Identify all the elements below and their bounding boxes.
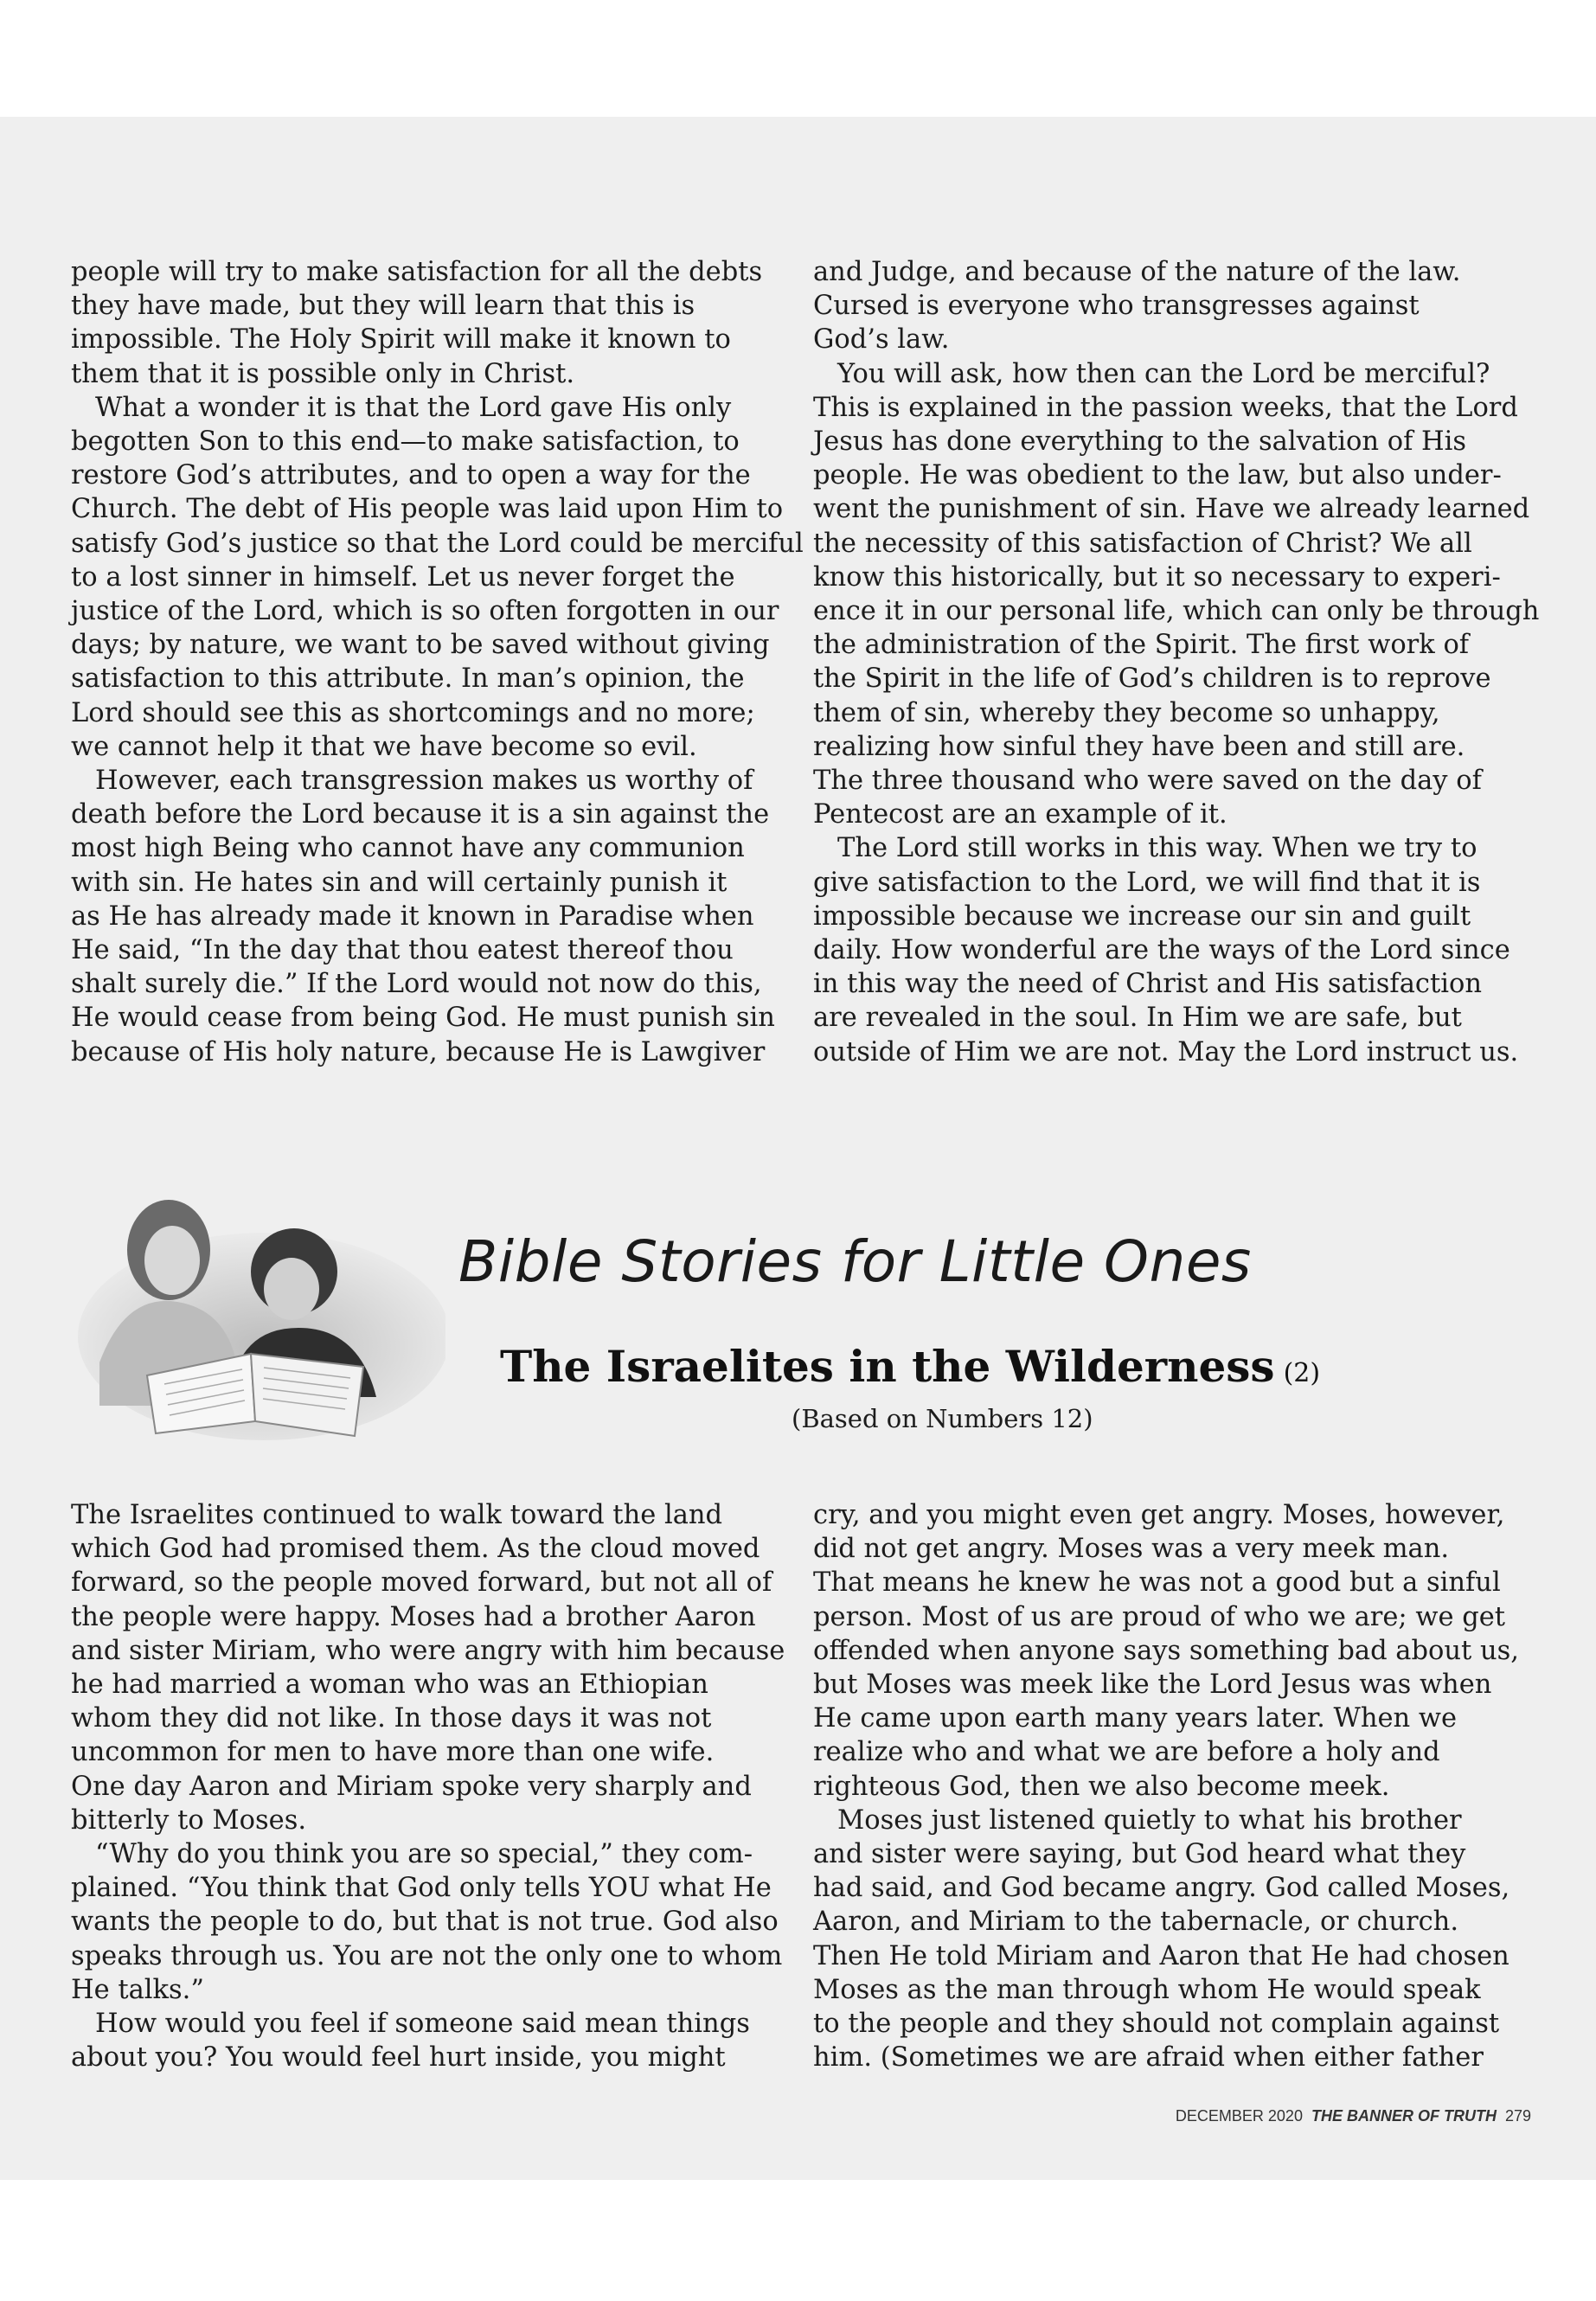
story-source: (Based on Numbers 12) [792,1404,1093,1433]
text-line: ence it in our personal life, which can only be through [813,596,1540,627]
top-right-column [813,255,1540,1069]
text-line: daily. How wonderful are the ways of the Lord since [813,935,1510,966]
text-line: He came upon earth many years later. When we [813,1703,1458,1734]
footer-date: DECEMBER 2020 [1175,2107,1303,2125]
top-left-column [71,255,804,1069]
text-line: did not get angry. Moses was a very meek man. [813,1534,1450,1565]
text-line: impossible because we increase our sin and guilt [813,901,1471,932]
text-line: went the punishment of sin. Have we already learned [813,494,1530,525]
text-line: realizing how sinful they have been and still are. [813,731,1465,762]
text-line: about you? You would feel hurt inside, you might [71,2042,726,2073]
text-line: with sin. He hates sin and will certainly punish it [71,867,727,898]
text-line: Then He told Miriam and Aaron that He had chosen [813,1940,1509,1971]
text-line: to the people and they should not complain against [813,2009,1500,2040]
text-line: the people were happy. Moses had a brother Aaron [71,1601,756,1632]
text-line: The three thousand who were saved on the day of [813,766,1482,797]
text-line: people will try to make satisfaction for all the debts [71,257,763,287]
text-line: The Lord still works in this way. When we try to [837,833,1477,864]
text-line: know this historically, but it so necessary to experi- [813,561,1501,593]
text-line: forward, so the people moved forward, but not all of [71,1567,772,1599]
text-line: “Why do you think you are so special,” they com- [95,1839,753,1870]
text-line: justice of the Lord, which is so often forgotten in our [71,596,779,627]
text-line: satisfy God’s justice so that the Lord could be merciful [71,528,804,559]
text-line: and Judge, and because of the nature of the law. [813,257,1461,287]
text-line: cry, and you might even get angry. Moses, however, [813,1500,1505,1530]
bottom-left-column [71,1498,785,2074]
text-line: shalt surely die.” If the Lord would not now do this, [71,969,762,1000]
text-line: them of sin, whereby they become so unhappy, [813,697,1440,728]
text-line: One day Aaron and Miriam spoke very sharply and [71,1771,752,1802]
text-line: However, each transgression makes us worthy of [95,766,753,797]
text-line: Jesus has done everything to the salvation of His [813,426,1467,458]
text-line: he had married a woman who was an Ethiopian [71,1670,708,1701]
children-reading-bible-illustration [65,1189,445,1440]
text-line: person. Most of us are proud of who we are; we get [813,1601,1506,1632]
text-line: as He has already made it known in Paradise when [71,901,754,932]
text-line: What a wonder it is that the Lord gave His only [95,392,732,423]
text-line: He talks.” [71,1974,204,2005]
text-line: Church. The debt of His people was laid upon Him to [71,494,784,525]
text-line: plained. “You think that God only tells YOU what He [71,1873,772,1904]
text-line: wants the people to do, but that is not true. God also [71,1907,779,1938]
text-line: death before the Lord because it is a sin against the [71,799,770,830]
text-line: the administration of the Spirit. The first work of [813,630,1470,661]
text-line: He would cease from being God. He must punish sin [71,1003,775,1034]
footer-magazine: THE BANNER OF TRUTH [1311,2107,1497,2125]
text-line: Lord should see this as shortcomings and no more; [71,697,755,728]
text-line: How would you feel if someone said mean things [95,2009,750,2040]
text-line: righteous God, then we also become meek. [813,1771,1390,1802]
text-line: but Moses was meek like the Lord Jesus was when [813,1670,1492,1701]
text-line: offended when anyone says something bad about us, [813,1635,1519,1666]
text-line: are revealed in the soul. In Him we are safe, but [813,1003,1462,1034]
text-line: restore God’s attributes, and to open a way for the [71,460,751,491]
text-line: in this way the need of Christ and His satisfaction [813,969,1482,1000]
text-line: we cannot help it that we have become so evil. [71,731,697,762]
text-line: days; by nature, we want to be saved without giving [71,630,770,661]
text-line: He said, “In the day that thou eatest thereof thou [71,935,734,966]
story-title-text: The Israelites in the Wilderness [500,1341,1275,1392]
text-line: the Spirit in the life of God’s children is to reprove [813,663,1491,695]
text-line: give satisfaction to the Lord, we will find that it is [813,867,1481,898]
text-line: Pentecost are an example of it. [813,799,1227,830]
text-line: Moses just listened quietly to what his brother [837,1804,1462,1836]
story-title [500,1341,1452,1392]
page-footer [1125,2107,1531,2125]
text-line: uncommon for men to have more than one wife. [71,1737,715,1768]
text-line: and sister Miriam, who were angry with him because [71,1635,785,1666]
text-line: people. He was obedient to the law, but also under- [813,460,1502,491]
text-line: God’s law. [813,324,950,356]
text-line: and sister were saying, but God heard what they [813,1839,1466,1870]
text-line: outside of Him we are not. May the Lord instruct us. [813,1036,1519,1067]
story-part: (2) [1283,1358,1321,1388]
text-line: whom they did not like. In those days it was not [71,1703,712,1734]
text-line: Aaron, and Miriam to the tabernacle, or church. [813,1907,1459,1938]
text-line: satisfaction to this attribute. In man’s opinion, the [71,663,745,695]
text-line: them that it is possible only in Christ. [71,358,575,389]
text-line: the necessity of this satisfaction of Christ? We all [813,528,1472,559]
text-line: because of His holy nature, because He is Lawgiver [71,1036,766,1067]
text-line: This is explained in the passion weeks, that the Lord [813,392,1518,423]
text-line: they have made, but they will learn that this is [71,291,695,322]
bottom-right-column [813,1498,1531,2074]
text-line: to a lost sinner in himself. Let us never forget the [71,561,735,593]
text-line: him. (Sometimes we are afraid when either father [813,2042,1484,2073]
text-line: bitterly to Moses. [71,1804,307,1836]
text-line: speaks through us. You are not the only one to whom [71,1940,783,1971]
text-line: most high Being who cannot have any communion [71,833,745,864]
footer-page-number: 279 [1504,2107,1531,2125]
text-line: That means he knew he was not a good but a sinful [813,1567,1501,1599]
text-line: Cursed is everyone who transgresses against [813,291,1420,322]
text-line: had said, and God became angry. God called Moses, [813,1873,1510,1904]
text-line: impossible. The Holy Spirit will make it known to [71,324,731,356]
text-line: realize who and what we are before a holy and [813,1737,1440,1768]
text-line: which God had promised them. As the cloud moved [71,1534,760,1565]
text-line: You will ask, how then can the Lord be merciful? [837,358,1490,389]
text-line: begotten Son to this end—to make satisfaction, to [71,426,740,458]
text-line: Moses as the man through whom He would speak [813,1974,1481,2005]
text-line: The Israelites continued to walk toward the land [71,1500,723,1530]
series-title: Bible Stories for Little Ones [458,1228,1252,1295]
